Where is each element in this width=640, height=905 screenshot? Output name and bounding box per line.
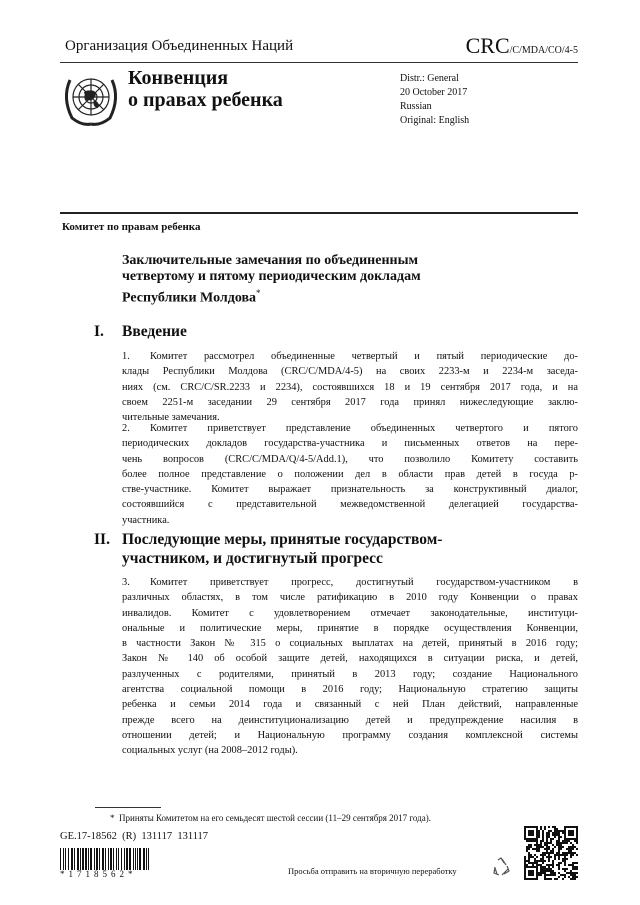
paragraph-line: более полное представление о положении дел в области прав детей в госуда р- <box>122 468 578 480</box>
recycle-text: Просьба отправить на вторичную переработку <box>288 866 457 876</box>
paragraph-line: ональные и политические меры, принятие в порядке осуществления Конвенции, <box>122 622 578 634</box>
paragraph-2 <box>122 421 578 528</box>
header-thick-divider <box>60 212 578 214</box>
paragraph-line: агентства социальной помощи в 2016 году; Национальную стратегию защиты <box>122 684 578 696</box>
paragraph-line: чительные замечания. <box>122 412 220 424</box>
date-line: 20 October 2017 <box>400 87 468 98</box>
symbol-suffix: /C/MDA/CO/4-5 <box>509 45 578 56</box>
document-title <box>122 253 421 307</box>
paragraph-3 <box>122 575 578 759</box>
section-heading-2 <box>94 530 443 568</box>
paragraph-1 <box>122 349 578 425</box>
title-footnote-marker: * <box>256 288 261 298</box>
barcode-icon <box>60 848 150 870</box>
paragraph-line: периодических докладов государства-участника и письменных ответов на пере- <box>122 438 578 450</box>
paragraph-text: Комитет приветствует представление объединенных четвертого и пятого <box>150 423 578 434</box>
convention-line-2: о правах ребенка <box>128 89 283 111</box>
distribution-info <box>400 72 469 128</box>
paragraph-line: социальных услуг (на 2008–2012 годы). <box>122 745 298 757</box>
language-line: Russian <box>400 101 432 112</box>
paragraph-number: 3. <box>122 577 130 588</box>
paragraph-line <box>122 421 578 436</box>
paragraph-line: ребенка и семьи 2014 года и связанный с ней План действий, направленные <box>122 699 578 711</box>
section-heading-1 <box>94 322 187 341</box>
title-line: четвертому и пятому периодическим докладам <box>122 269 421 284</box>
paragraph-line <box>122 349 578 364</box>
footnote-divider <box>95 807 161 808</box>
committee-name: Комитет по правам ребенка <box>62 221 201 233</box>
title-line: Республики Молдова <box>122 290 257 306</box>
paragraph-line: своем 2251-м заседании 29 сентября 2017 года принял нижеследующие заклю- <box>122 396 578 408</box>
paragraph-line: состоявшийся с представительной межведомственной делегацией государства- <box>122 499 578 511</box>
footnote <box>110 813 431 823</box>
original-language-line: Original: English <box>400 115 470 126</box>
paragraph-line: Закон № 140 об особой защите детей, находящихся в ситуации риска, и детей, <box>122 653 578 665</box>
section-title-line: участником, и достигнутый прогресс <box>122 550 383 567</box>
paragraph-line: ниях (см. CRC/C/SR.2233 и 2234), состоявшихся 18 и 19 сентября 2017 года, и на <box>122 381 578 393</box>
paragraph-line <box>122 575 578 590</box>
section-number: II. <box>94 531 110 548</box>
recycle-icon <box>490 856 512 878</box>
qr-code-icon <box>524 826 578 880</box>
title-line: Заключительные замечания по объединенным <box>122 253 419 268</box>
job-number: GE.17-18562 (R) 131117 131117 <box>60 831 209 842</box>
convention-line-1: Конвенция <box>128 67 229 89</box>
symbol-main: CRC <box>465 33 510 58</box>
organization-name: Организация Объединенных Наций <box>65 38 294 54</box>
document-symbol <box>466 33 578 59</box>
paragraph-line: стве-участнике. Комитет выражает признательность за конструктивный диалог, <box>122 484 578 496</box>
paragraph-line: чень вопросов (CRC/C/MDA/Q/4-5/Add.1), что позволило Комитету составить <box>122 453 578 465</box>
footnote-text: Приняты Комитетом на его семьдесят шестой сессии (11–29 сентября 2017 года). <box>119 813 431 823</box>
paragraph-line: отношении детей; и Национальную программу создания комплексной системы <box>122 729 578 741</box>
section-number: I. <box>94 323 104 340</box>
section-title: Введение <box>122 323 187 340</box>
paragraph-line: инвалидов. Комитет с удовлетворением отмечает законодательные, институци- <box>122 607 578 619</box>
footnote-marker: * <box>110 813 115 823</box>
un-emblem-icon <box>60 68 122 128</box>
paragraph-line: разлученных с родителями, принятый в 2013 году; создание Национального <box>122 668 578 680</box>
paragraph-text: Комитет рассмотрел объединенные четвертый и пятый периодические до- <box>150 351 578 362</box>
paragraph-line: участника. <box>122 514 170 526</box>
paragraph-number: 2. <box>122 423 130 434</box>
paragraph-line: клады Республики Молдова (CRC/C/MDA/4-5) на своих 2233-м и 2234-м заседа- <box>122 366 578 378</box>
convention-title <box>128 67 283 111</box>
section-title-line: Последующие меры, принятые государством- <box>122 531 443 548</box>
header-divider <box>60 62 578 63</box>
paragraph-line: различных областях, в том числе ратификацию в 2010 году Конвенции о правах <box>122 592 578 604</box>
paragraph-number: 1. <box>122 351 130 362</box>
distr-line: Distr.: General <box>400 73 459 84</box>
paragraph-text: Комитет приветствует прогресс, достигнутый государством-участником в <box>150 577 578 588</box>
paragraph-line: в частности Закон № 315 о социальных выплатах на детей, принятый в 2016 году; <box>122 638 578 650</box>
barcode-number: *1718562* <box>60 869 137 879</box>
paragraph-line: прежде всего на деинституционализацию детей и предупреждение насилия в <box>122 714 578 726</box>
